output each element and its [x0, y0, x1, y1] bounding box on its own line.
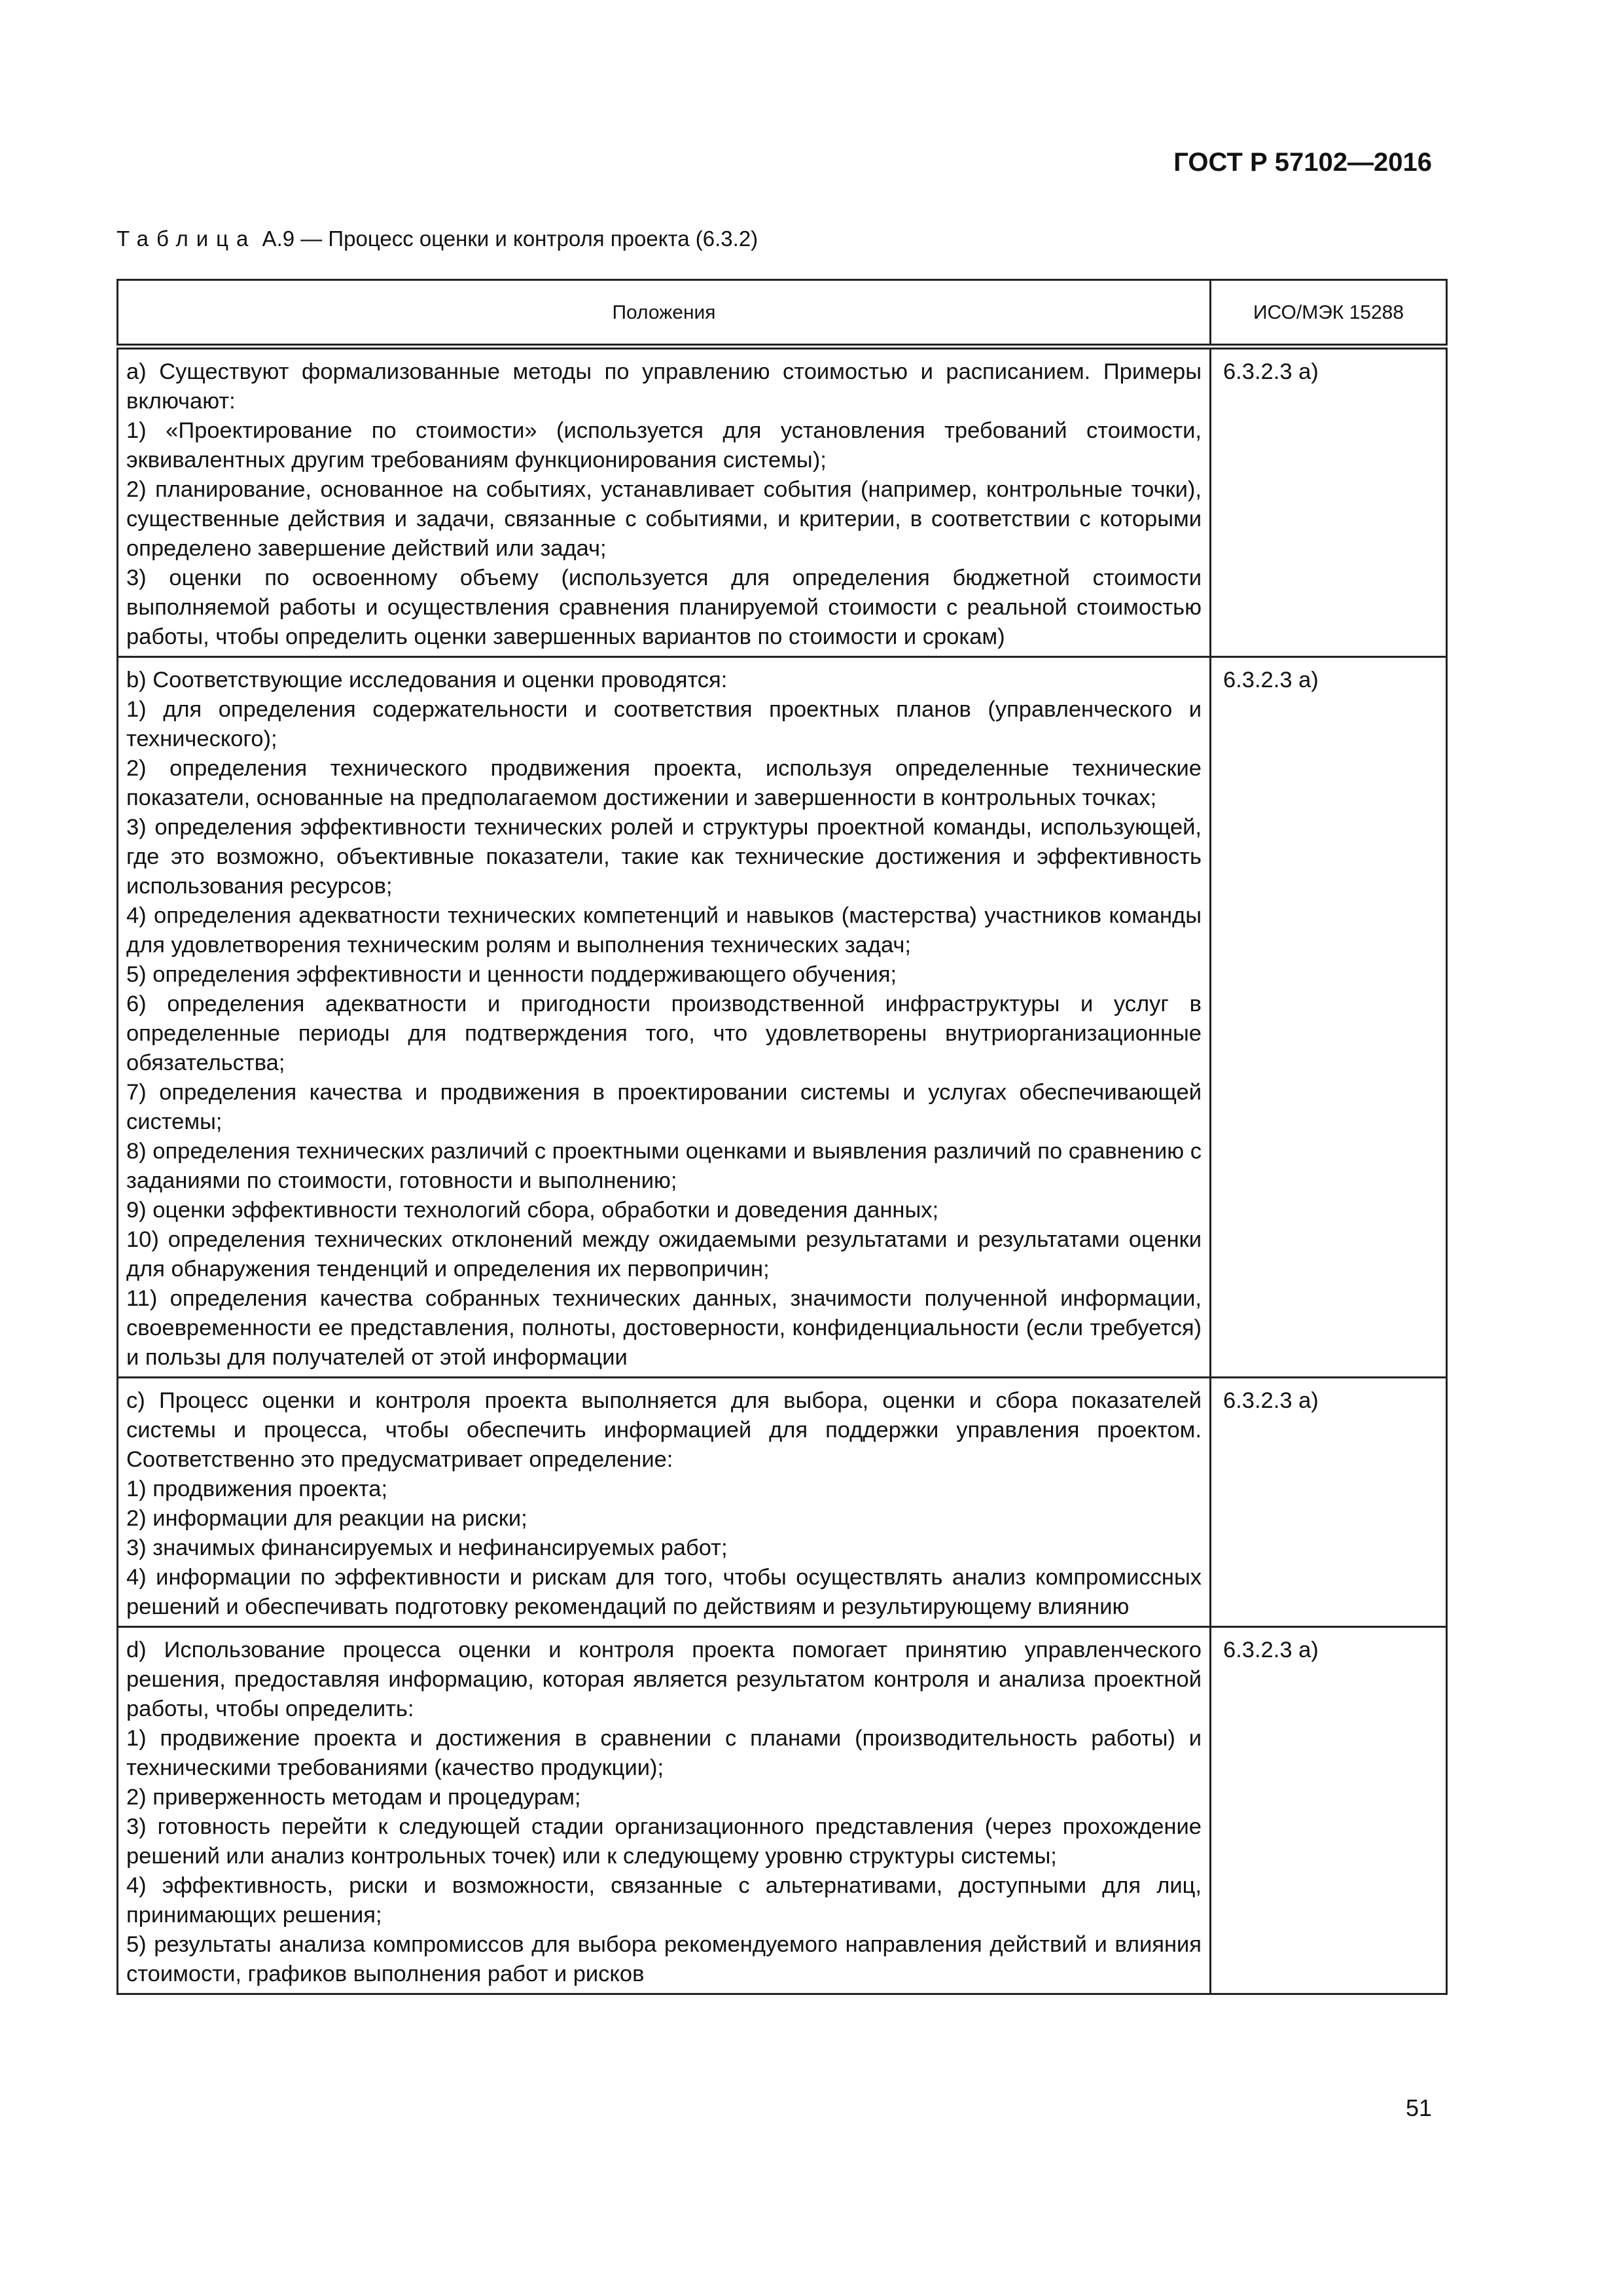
provision-line: 5) определения эффективности и ценности поддерживающего обучения; — [126, 962, 897, 987]
provision-line: 11) определения качества собранных технических данных, значимости полученной информации, своевременности ее представления, полноты, достоверности, конфиденциальности (если требуется) и пользы для получателей от этой информации — [126, 1286, 1202, 1370]
provision-cell — [118, 1627, 1211, 1994]
provision-cell — [118, 1378, 1211, 1627]
provision-line: 4) информации по эффективности и рискам для того, чтобы осуществлять анализ компромиссных решений и обеспечивать подготовку рекомендаций по действиям и результирующему влиянию — [126, 1565, 1202, 1619]
provision-line: 3) готовность перейти к следующей стадии организационного представления (через прохождение решений или анализ контрольных точек) или к следующему уровню структуры системы; — [126, 1814, 1202, 1869]
column-header-provisions: Положения — [118, 280, 1211, 347]
provision-line: с) Процесс оценки и контроля проекта выполняется для выбора, оценки и сбора показателей системы и процесса, чтобы обеспечить информацией для поддержки управления проектом. Соответственно это предусматривает определение: — [126, 1388, 1202, 1472]
provision-cell — [118, 347, 1211, 657]
provision-line: b) Соответствующие исследования и оценки проводятся: — [126, 668, 728, 692]
standard-reference-cell: 6.3.2.3 а) — [1211, 1378, 1447, 1627]
provision-line: 9) оценки эффективности технологий сбора, обработки и доведения данных; — [126, 1198, 939, 1223]
requirements-table — [116, 279, 1448, 1995]
column-header-standard: ИСО/МЭК 15288 — [1211, 280, 1447, 347]
provision-line: 8) определения технических различий с проектными оценками и выявления различий по сравнению с заданиями по стоимости, готовности и выполнению; — [126, 1139, 1202, 1193]
provision-line: 1) «Проектирование по стоимости» (используется для установления требований стоимости, эквивалентных другим требованиям функционирования системы); — [126, 418, 1202, 473]
provision-line: 7) определения качества и продвижения в проектировании системы и услугах обеспечивающей системы; — [126, 1080, 1202, 1134]
provision-line: 10) определения технических отклонений между ожидаемыми результатами и результатами оценки для обнаружения тенденций и определения их первопричин; — [126, 1227, 1202, 1282]
standard-reference-cell: 6.3.2.3 а) — [1211, 347, 1447, 657]
provision-line: 3) оценки по освоенному объему (используется для определения бюджетной стоимости выполняемой работы и осуществления сравнения планируемой стоимости с реальной стоимостью работы, чтобы определить оценки завершенных вариантов по стоимости и срокам) — [126, 565, 1202, 649]
provision-line: 2) планирование, основанное на событиях, устанавливает события (например, контрольные точки), существенные действия и задачи, связанные с событиями, и критерии, в соответствии с которыми определено завершение действий или задач; — [126, 477, 1202, 561]
table-row — [118, 657, 1447, 1378]
provision-line: 1) для определения содержательности и соответствия проектных планов (управленческого и технического); — [126, 697, 1202, 751]
table-row — [118, 347, 1447, 657]
standard-reference-cell: 6.3.2.3 а) — [1211, 1627, 1447, 1994]
provision-line: 5) результаты анализа компромиссов для выбора рекомендуемого направления действий и влияния стоимости, графиков выполнения работ и рисков — [126, 1932, 1202, 1986]
table-caption — [116, 226, 758, 251]
provision-line: 3) определения эффективности технических ролей и структуры проектной команды, использующей, где это возможно, объективные показатели, такие как технические достижения и эффективность использования ресурсов; — [126, 815, 1202, 899]
provision-line: 3) значимых финансируемых и нефинансируемых работ; — [126, 1535, 728, 1560]
provision-line: d) Использование процесса оценки и контроля проекта помогает принятию управленческого решения, предоставляя информацию, которая является результатом контроля и анализа проектной работы, чтобы определить: — [126, 1638, 1202, 1721]
provision-line: 2) информации для реакции на риски; — [126, 1506, 527, 1531]
provision-line: 4) эффективность, риски и возможности, связанные с альтернативами, доступными для лиц, принимающих решения; — [126, 1873, 1202, 1928]
table-header-row — [118, 280, 1447, 347]
table-row — [118, 1627, 1447, 1994]
provision-line: а) Существуют формализованные методы по управлению стоимостью и расписанием. Примеры включают: — [126, 359, 1202, 414]
provision-line: 6) определения адекватности и пригодности производственной инфраструктуры и услуг в определенные периоды для подтверждения того, что удовлетворены внутриорганизационные обязательства; — [126, 992, 1202, 1075]
provision-line: 2) приверженность методам и процедурам; — [126, 1785, 581, 1810]
table-row — [118, 1378, 1447, 1627]
table-caption-text: А.9 — Процесс оценки и контроля проекта (6.3.2) — [256, 226, 758, 251]
provision-cell — [118, 657, 1211, 1378]
provision-line: 2) определения технического продвижения проекта, используя определенные технические показатели, основанные на предполагаемом достижении и завершенности в контрольных точках; — [126, 756, 1202, 810]
provision-line: 1) продвижения проекта; — [126, 1477, 388, 1501]
standard-reference-cell: 6.3.2.3 а) — [1211, 657, 1447, 1378]
document-id-header: ГОСТ Р 57102—2016 — [1173, 148, 1432, 177]
table-caption-prefix: Таблица — [116, 226, 257, 251]
page-number: 51 — [1405, 2094, 1432, 2121]
table-body — [118, 347, 1447, 1994]
provision-line: 4) определения адекватности технических компетенций и навыков (мастерства) участников команды для удовлетворения техническим ролям и выполнения технических задач; — [126, 903, 1202, 958]
provision-line: 1) продвижение проекта и достижения в сравнении с планами (производительность работы) и техническими требованиями (качество продукции); — [126, 1726, 1202, 1780]
